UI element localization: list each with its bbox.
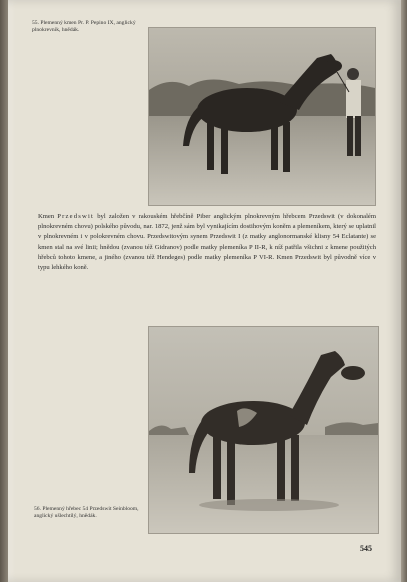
figure-caption-bottom: 56. Plemenný hřebec 54 Przedswit Seinbloom, anglický ušlechtilý, hnědák.: [34, 506, 139, 519]
book-page: [8, 0, 401, 582]
photo-horse-with-handler: [148, 27, 376, 206]
paragraph-lead-name: Przedswit: [57, 213, 95, 220]
paragraph-lead: Kmen: [38, 213, 58, 220]
body-paragraph: [38, 212, 376, 273]
figure-caption-top: 55. Plemenný kmen Pr. P. Pepino IX, anglický plnokrevník, hnědák.: [32, 20, 136, 33]
page-number: 545: [360, 544, 372, 553]
photo-horse-standing: [148, 326, 379, 534]
paragraph-text: byl založen v rakouském hřebčíně Piber anglickým plnokrevným hřebcem Przedswit (v dokonalém plnokrevném chovu) polského původu, nar. 1872, jenž sám byl vynikajícím dostihovým koněm a plemeníkem, který se uplatnil v plnokrevném i v polokrevném chovu. Przedswitovým synem Przedswit I (z matky anglonormanské klisny 54 Eclatante) se kmen stal na své linii; hnědou (zvanou též Gidranov) podle matky plemeníka P II-R, k níž patřila všichni z kmene použitých hřebců tohoto kmene, a jiného (zvanou též Hendeges) podle matky plemeníka P VI-R. Kmen Przedswit byl původně více v typu lehkého koně.: [38, 213, 376, 272]
page-edge-shadow: [401, 0, 407, 582]
page-gutter-shadow: [0, 0, 8, 582]
